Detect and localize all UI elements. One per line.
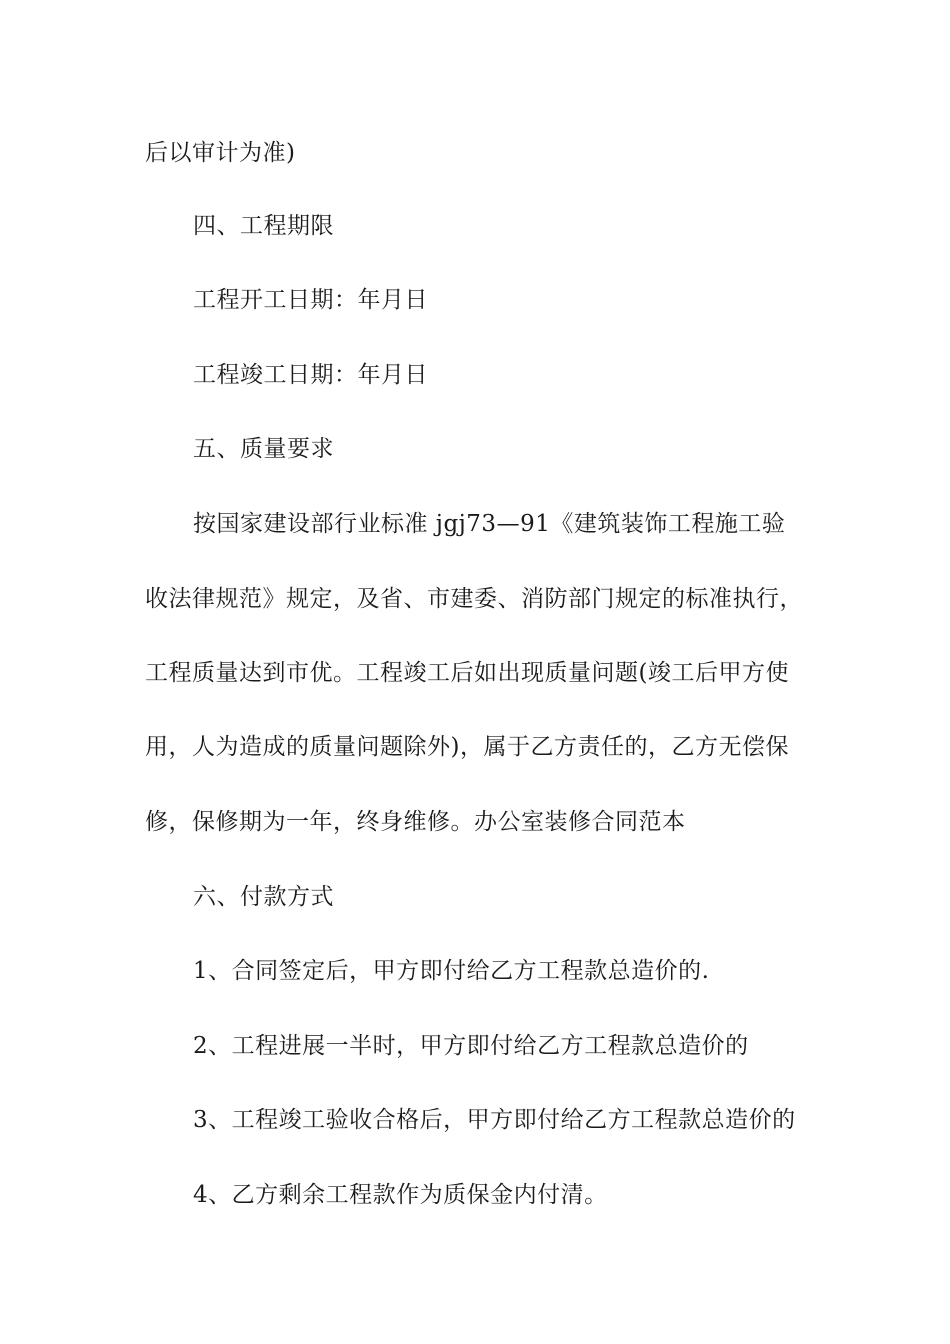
quality-paragraph-line-5: 修，保修期为一年，终身维修。办公室装修合同范本 <box>145 809 686 835</box>
quality-paragraph-line-2: 收法律规范》规定，及省、市建委、消防部门规定的标准执行， <box>145 586 803 612</box>
payment-item-3: 3、工程竣工验收合格后，甲方即付给乙方工程款总造价的 <box>193 1107 796 1133</box>
payment-item-1: 1、合同签定后，甲方即付给乙方工程款总造价的. <box>193 958 710 984</box>
paragraph-continuation: 后以审计为准) <box>145 140 296 166</box>
quality-paragraph-line-4: 用，人为造成的质量问题除外)，属于乙方责任的，乙方无偿保 <box>145 734 789 760</box>
payment-item-4: 4、乙方剩余工程款作为质保金内付清。 <box>193 1182 608 1208</box>
payment-item-2: 2、工程进展一半时，甲方即付给乙方工程款总造价的 <box>193 1033 749 1059</box>
completion-date-line: 工程竣工日期：年月日 <box>193 362 428 388</box>
quality-paragraph-line-1: 按国家建设部行业标准 jgj73—91《建筑装饰工程施工验 <box>193 511 786 537</box>
start-date-line: 工程开工日期：年月日 <box>193 287 428 313</box>
section-heading-quality: 五、质量要求 <box>193 436 334 462</box>
section-heading-duration: 四、工程期限 <box>193 213 334 239</box>
quality-paragraph-line-3: 工程质量达到市优。工程竣工后如出现质量问题(竣工后甲方使 <box>145 660 789 686</box>
section-heading-payment: 六、付款方式 <box>193 884 334 910</box>
